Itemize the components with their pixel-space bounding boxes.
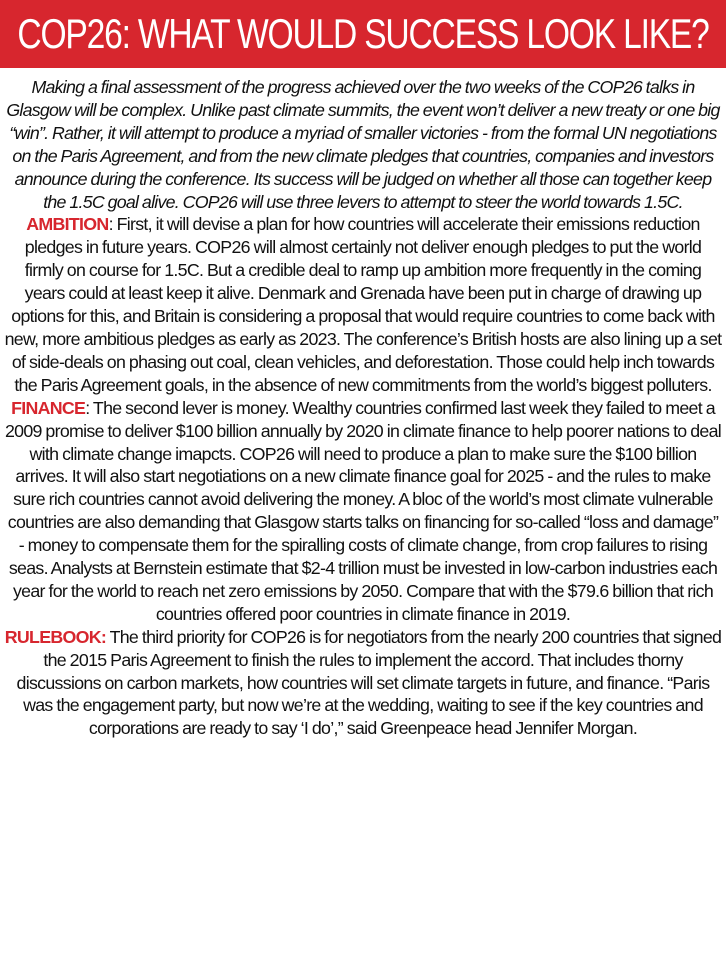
title-banner (0, 0, 726, 68)
page-title: COP26: WHAT WOULD SUCCESS LOOK LIKE? (17, 10, 709, 57)
section-separator: : (85, 397, 93, 418)
section-separator: : (108, 214, 117, 235)
section-heading-finance: FINANCE (11, 397, 86, 418)
section-heading-ambition: AMBITION (26, 214, 109, 235)
section-ambition (4, 213, 722, 396)
section-body-finance: The second lever is money. Wealthy countries confirmed last week they failed to meet a 2009 promise to deliver $100 billion annually by 2020 in climate finance to help poorer nations to deal with climate change imapcts. COP26 will need to produce a plan to make sure the $100 billion arrives. It will also start negotiations on a new climate finance goal for 2025 - and the rules to make sure rich countries cannot avoid delivering the money. A bloc of the world’s most climate vulnerable countries are also demanding that Glasgow starts talks on financing for so-called “loss and damage” - money to compensate them for the spiralling costs of climate change, from crop failures to rising seas. Analysts at Bernstein estimate that $2-4 trillion must be invested in low-carbon industries each year for the world to reach net zero emissions by 2050. Compare that with the $79.6 billion that rich countries offered poor countries in climate finance in 2019. (4, 397, 722, 624)
section-heading-rulebook: RULEBOOK: (4, 626, 107, 647)
section-body-ambition: First, it will devise a plan for how countries will accelerate their emissions reduction pledges in future years. COP26 will almost certainly not deliver enough pledges to put the world firmly on course for 1.5C. But a credible deal to ramp up ambition more frequently in the coming years could at least keep it alive. Denmark and Grenada have been put in charge of drawing up options for this, and Britain is considering a proposal that would require countries to come back with new, more ambitious pledges as early as 2023. The conference’s British hosts are also lining up a set of side-deals on phasing out coal, clean vehicles, and deforestation. Those could help inch towards the Paris Agreement goals, in the absence of new commitments from the world’s biggest polluters. (4, 214, 722, 395)
article-body (4, 76, 722, 740)
section-rulebook (4, 626, 722, 741)
section-finance (4, 397, 722, 626)
section-body-rulebook: The third priority for COP26 is for negotiators from the nearly 200 countries that signed the 2015 Paris Agreement to finish the rules to implement the accord. That includes thorny discussions on carbon markets, how countries will set climate targets in future, and finance. “Paris was the engagement party, but now we’re at the wedding, waiting to see if the key countries and corporations are ready to say ‘I do’,” said Greenpeace head Jennifer Morgan. (16, 626, 722, 739)
intro-paragraph: Making a final assessment of the progress achieved over the two weeks of the COP26 talks in Glasgow will be complex. Unlike past climate summits, the event won’t deliver a new treaty or one big “win”. Rather, it will attempt to produce a myriad of smaller victories - from the formal UN negotiations on the Paris Agreement, and from the new climate pledges that countries, companies and investors announce during the conference. Its success will be judged on whether all those can together keep the 1.5C goal alive. COP26 will use three levers to attempt to steer the world towards 1.5C. (6, 77, 720, 212)
